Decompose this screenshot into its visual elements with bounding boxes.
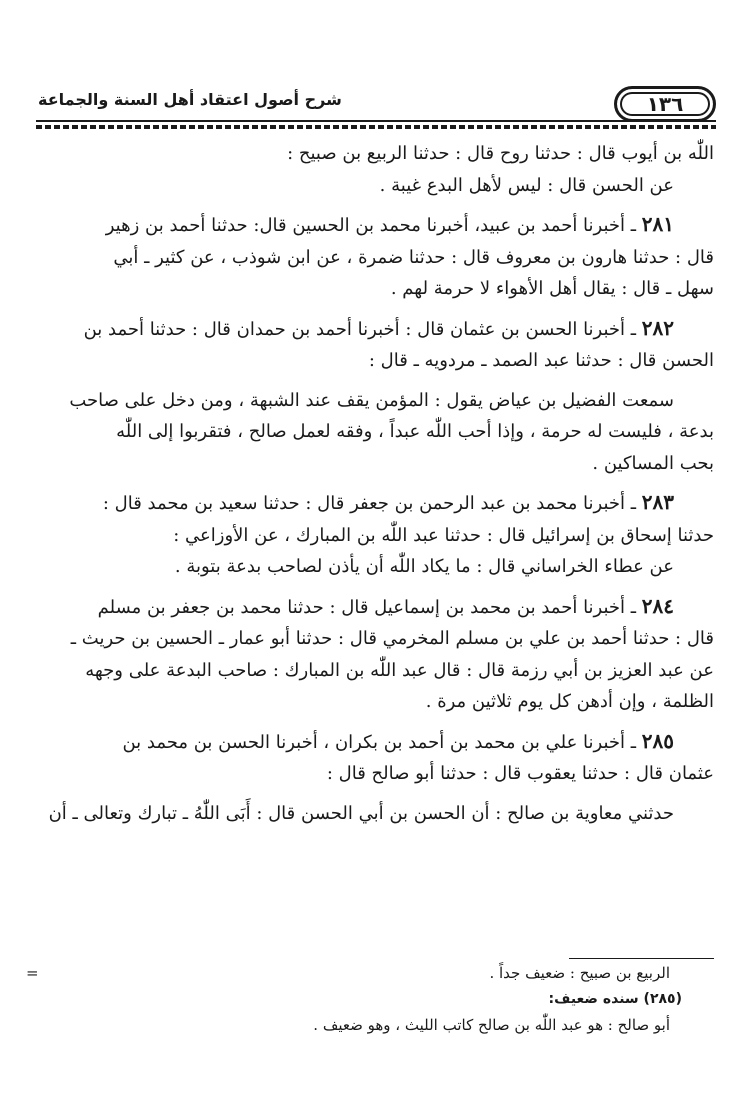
text-line: حدثني معاوية بن صالح : أن الحسن بن أبي الحسن قال : أَبَى اللّٰهُ ـ تبارك وتعالى ـ أن bbox=[48, 802, 674, 824]
text-line: ـ أخبرنا الحسن بن عثمان قال : أخبرنا أحمد بن حمدان قال : حدثنا أحمد بن bbox=[83, 318, 642, 340]
footnote-line: أبو صالح : هو عبد اللّٰه بن صالح كاتب الليث ، وهو ضعيف . bbox=[313, 1016, 670, 1034]
narration-284 bbox=[40, 591, 714, 624]
text-line: بدعة ، فليست له حرمة ، وإذا أحب اللّٰه عبداً ، وفقه لعمل صالح ، فتقربوا إلى اللّٰه bbox=[116, 421, 714, 442]
narration-285 bbox=[40, 726, 714, 759]
text-line: بحب المساكين . bbox=[592, 452, 714, 474]
narration-number: ٢٨٤ bbox=[641, 593, 674, 618]
page-number-badge: ١٣٦ bbox=[614, 86, 716, 122]
text-line: الظلمة ، وإن أدهن كل يوم ثلاثين مرة . bbox=[425, 691, 714, 712]
text-line: اللّٰه بن أيوب قال : حدثنا روح قال : حدثنا الربيع بن صبيح : bbox=[287, 143, 714, 164]
main-text bbox=[40, 138, 714, 829]
header-rule bbox=[36, 120, 716, 122]
continuation-mark: = bbox=[26, 964, 39, 982]
text-line: ـ أخبرنا محمد بن عبد الرحمن بن جعفر قال : حدثنا سعيد بن محمد قال : bbox=[102, 493, 642, 514]
text-line: عثمان قال : حدثنا يعقوب قال : حدثنا أبو صالح قال : bbox=[326, 763, 714, 784]
text-line: حدثنا إسحاق بن إسرائيل قال : حدثنا عبد اللّٰه بن المبارك ، عن الأوزاعي : bbox=[173, 524, 714, 546]
footnote-line: الربيع بن صبيح : ضعيف جداً . bbox=[489, 964, 670, 982]
text-line: سمعت الفضيل بن عياض يقول : المؤمن يقف عند الشبهة ، ومن دخل على صاحب bbox=[69, 389, 674, 411]
text-line: ـ أخبرنا أحمد بن عبيد، أخبرنا محمد بن الحسين قال: حدثنا أحمد بن زهير bbox=[105, 215, 642, 236]
narration-281 bbox=[40, 209, 714, 242]
narration-282 bbox=[40, 313, 714, 346]
narration-number: ٢٨٣ bbox=[641, 490, 674, 514]
text-line: قال : حدثنا أحمد بن علي بن مسلم المخرمي قال : حدثنا أبو عمار ـ الحسين بن حريث ـ bbox=[70, 628, 714, 649]
text-line: ـ أخبرنا علي بن محمد بن أحمد بن بكران ، أخبرنا الحسن بن محمد بن bbox=[122, 731, 642, 753]
header-dashed-rule bbox=[36, 125, 716, 129]
footnote-rule bbox=[569, 958, 714, 959]
text-line: قال : حدثنا هارون بن معروف قال : حدثنا ضمرة ، عن ابن شوذب ، عن كثير ـ أبي bbox=[113, 246, 714, 268]
narration-283 bbox=[40, 487, 714, 520]
narration-number: ٢٨١ bbox=[641, 212, 674, 236]
narration-number: ٢٨٥ bbox=[641, 728, 674, 753]
footnote-heading: (٢٨٥) سنده ضعيف: bbox=[548, 991, 682, 1007]
narration-number: ٢٨٢ bbox=[641, 315, 674, 340]
text-line: عن عطاء الخراساني قال : ما يكاد اللّٰه أن يأذن لصاحب بدعة بتوبة . bbox=[174, 556, 674, 577]
page-header bbox=[36, 84, 716, 124]
text-line: الحسن قال : حدثنا عبد الصمد ـ مردويه ـ قال : bbox=[368, 350, 714, 371]
text-line: عن عبد العزيز بن أبي رزمة قال : قال عبد اللّٰه بن المبارك : صاحب البدعة على وجهه bbox=[85, 659, 714, 681]
text-line: سهل ـ قال : يقال أهل الأهواء لا حرمة لهم . bbox=[390, 278, 714, 299]
text-line: عن الحسن قال : ليس لأهل البدع غيبة . bbox=[379, 174, 674, 196]
running-title: شرح أصول اعتقاد أهل السنة والجماعة bbox=[38, 90, 342, 109]
text-line: ـ أخبرنا أحمد بن محمد بن إسماعيل قال : حدثنا محمد بن جعفر بن مسلم bbox=[97, 596, 642, 618]
